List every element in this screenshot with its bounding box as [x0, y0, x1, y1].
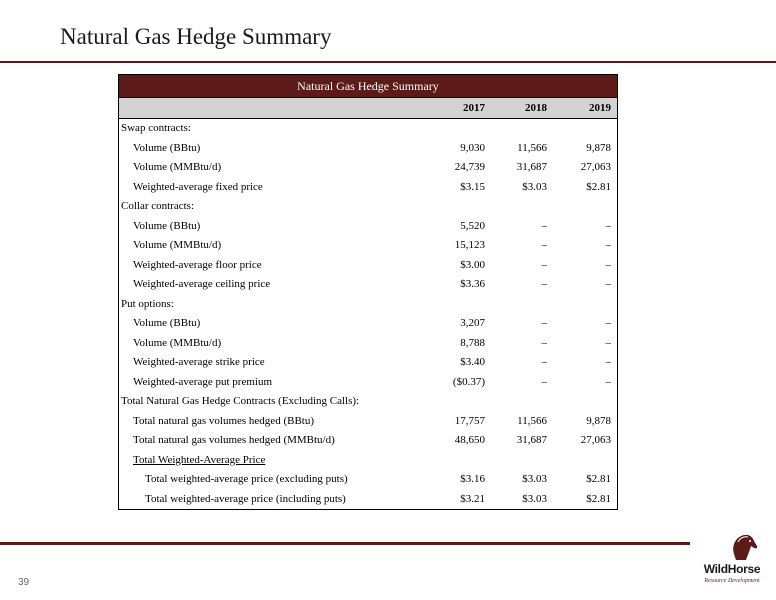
row-label: Volume (MMBtu/d)	[133, 336, 222, 349]
cell-2018: $3.03	[522, 180, 547, 193]
table-row	[119, 392, 617, 412]
cell-2019: 9,878	[586, 141, 611, 154]
column-header-blank	[119, 98, 419, 118]
cell-2018: 11,566	[517, 141, 547, 154]
table-body	[119, 119, 617, 509]
cell-2018: –	[541, 258, 547, 271]
company-logo	[694, 532, 770, 594]
row-label: Volume (BBtu)	[133, 317, 201, 329]
cell-2018: 11,566	[517, 414, 547, 427]
table-row	[119, 314, 617, 334]
cell-2018	[485, 119, 547, 139]
hedge-summary-table	[118, 74, 618, 510]
column-header-row	[119, 97, 617, 119]
cell-2017	[419, 392, 485, 412]
cell-2017: $3.15	[460, 180, 485, 193]
cell-2017	[419, 451, 485, 471]
cell-2019: 27,063	[580, 161, 611, 173]
row-label: Total weighted-average price (including puts)	[145, 492, 346, 505]
cell-2019	[547, 295, 613, 315]
cell-2019: $2.81	[586, 180, 611, 193]
cell-2019	[547, 392, 613, 412]
row-label: Volume (BBtu)	[133, 219, 201, 232]
logo-subtitle: Resource Development	[704, 578, 760, 584]
cell-2018: –	[541, 278, 547, 290]
cell-2019	[547, 451, 613, 471]
row-label: Swap contracts:	[121, 122, 191, 134]
cell-2017	[419, 197, 485, 217]
cell-2019: –	[605, 317, 611, 329]
cell-2018: 31,687	[516, 434, 547, 446]
cell-2017: 24,739	[454, 161, 485, 173]
cell-2017: 9,030	[460, 141, 485, 154]
cell-2019: –	[605, 336, 611, 349]
table-row	[119, 451, 617, 471]
cell-2017: $3.40	[460, 356, 485, 368]
table-row	[119, 158, 617, 178]
row-label: Weighted-average put premium	[133, 375, 273, 388]
cell-2018: 31,687	[516, 161, 547, 173]
table-row	[119, 275, 617, 295]
cell-2018	[485, 197, 547, 217]
horse-head-icon	[724, 532, 760, 562]
cell-2019: $2.81	[586, 492, 611, 505]
cell-2019: 9,878	[586, 414, 611, 427]
row-label: Total weighted-average price (excluding puts)	[145, 473, 348, 485]
table-title: Natural Gas Hedge Summary	[119, 75, 617, 97]
cell-2017: 3,207	[460, 317, 485, 329]
row-label: Total Weighted-Average Price	[133, 453, 266, 466]
cell-2018	[485, 295, 547, 315]
row-label: Volume (MMBtu/d)	[133, 161, 222, 173]
table-row	[119, 353, 617, 373]
cell-2018: –	[541, 356, 547, 368]
cell-2019: –	[605, 375, 611, 388]
table-row	[119, 295, 617, 315]
table-row	[119, 217, 617, 237]
page-number: 39	[18, 577, 30, 588]
table-row	[119, 236, 617, 256]
cell-2017: 17,757	[454, 414, 485, 427]
cell-2017: $3.21	[460, 492, 485, 505]
cell-2018	[485, 392, 547, 412]
cell-2017: ($0.37)	[452, 375, 485, 388]
cell-2019: 27,063	[580, 434, 611, 446]
cell-2018: –	[541, 375, 547, 388]
row-label: Put options:	[121, 297, 174, 310]
table-row	[119, 412, 617, 432]
table-row	[119, 431, 617, 451]
table-row	[119, 119, 617, 139]
table-row	[119, 178, 617, 198]
cell-2017: 5,520	[460, 219, 485, 232]
cell-2019: –	[605, 258, 611, 271]
cell-2017: 15,123	[454, 239, 485, 251]
row-label: Total natural gas volumes hedged (BBtu)	[133, 414, 314, 427]
cell-2017: $3.16	[460, 473, 485, 485]
cell-2018: –	[541, 336, 547, 349]
cell-2019: –	[605, 239, 611, 251]
row-label: Weighted-average ceiling price	[133, 278, 271, 290]
cell-2017: $3.36	[460, 278, 485, 290]
table-row	[119, 256, 617, 276]
table-row	[119, 373, 617, 393]
cell-2017: $3.00	[460, 258, 485, 271]
cell-2018: –	[541, 239, 547, 251]
cell-2019: –	[605, 278, 611, 290]
cell-2017	[419, 295, 485, 315]
row-label: Weighted-average floor price	[133, 258, 262, 271]
logo-wordmark: WildHorse	[703, 562, 761, 576]
cell-2017	[419, 119, 485, 139]
cell-2019: $2.81	[586, 473, 611, 485]
cell-2018: –	[541, 317, 547, 329]
table-row	[119, 490, 617, 510]
cell-2018: –	[541, 219, 547, 232]
row-label: Total Natural Gas Hedge Contracts (Excluding Calls):	[121, 395, 360, 407]
table-row	[119, 470, 617, 490]
cell-2019: –	[605, 219, 611, 232]
table-row	[119, 197, 617, 217]
column-header-2017: 2017	[463, 102, 485, 114]
row-label: Weighted-average fixed price	[133, 180, 263, 193]
row-label: Volume (BBtu)	[133, 141, 201, 154]
table-row	[119, 139, 617, 159]
column-header-2018: 2018	[525, 102, 547, 114]
row-label: Collar contracts:	[121, 200, 195, 212]
cell-2017: 48,650	[454, 434, 485, 446]
cell-2019: –	[605, 356, 611, 368]
cell-2019	[547, 197, 613, 217]
row-label: Total natural gas volumes hedged (MMBtu/d)	[133, 434, 335, 446]
table-row	[119, 334, 617, 354]
page-title: Natural Gas Hedge Summary	[60, 24, 332, 49]
row-label: Volume (MMBtu/d)	[133, 239, 222, 251]
row-label: Weighted-average strike price	[133, 356, 265, 368]
cell-2018: $3.03	[522, 492, 547, 505]
bottom-divider	[0, 542, 690, 545]
top-divider	[0, 61, 776, 63]
cell-2019	[547, 119, 613, 139]
cell-2017: 8,788	[460, 336, 485, 349]
cell-2018: $3.03	[522, 473, 547, 485]
cell-2018	[485, 451, 547, 471]
column-header-2019: 2019	[589, 102, 611, 114]
